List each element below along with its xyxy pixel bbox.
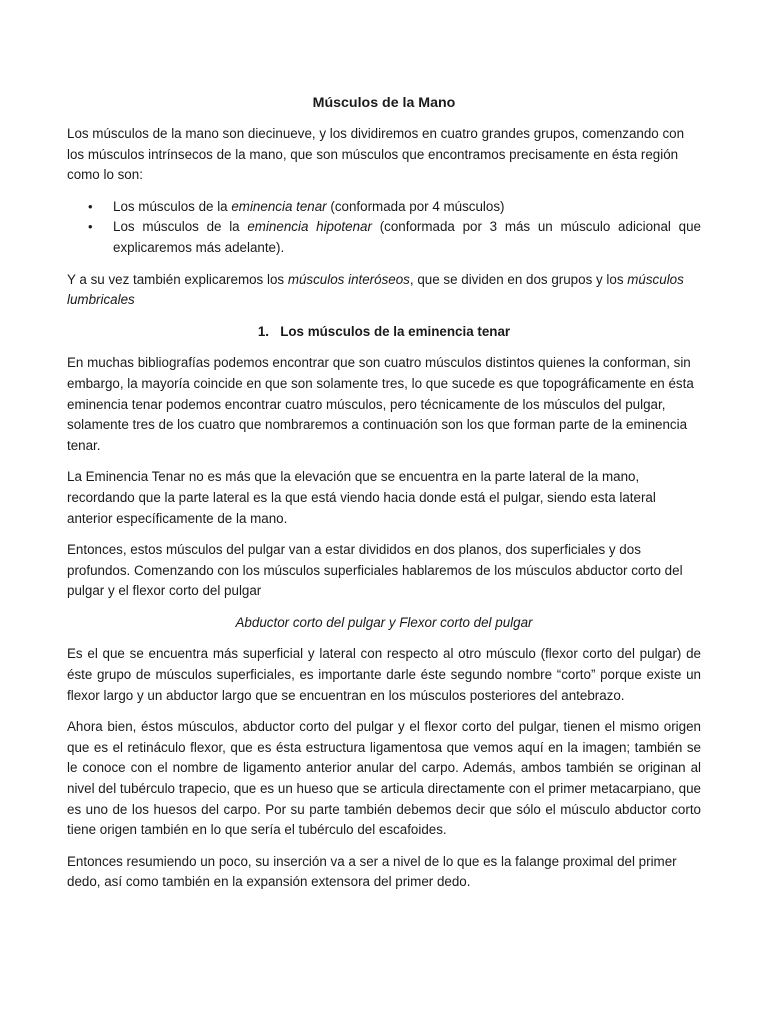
list-item-text: (conformada por 4 músculos) [326,198,505,214]
groups-paragraph [67,270,701,311]
list-item-text: (conformada por 3 más un músculo adicional que explicaremos más adelante). [113,219,701,255]
paragraph-emphasis: músculos lumbricales [67,271,684,308]
bullet-icon: • [88,198,93,214]
document-title: Músculos de la Mano [312,95,456,111]
subsection-heading: Abductor corto del pulgar y Flexor corto del pulgar [235,614,533,630]
origin-paragraph: Ahora bien, éstos músculos, abductor corto del pulgar y el flexor corto del pulgar, tienen el mismo origen que es el retináculo flexor, que es ésta estructura ligamentosa que vemos aquí en la imagen; también se le conoce con el nombre de ligamento anterior anular del carpo. Además, ambos también se originan al nivel del tubérculo trapecio, que es un hueso que se articula directamente con el primer metacarpiano, que es uno de los huesos del carpo. Por su parte también debemos decir que sólo el músculo abductor corto tiene origen también en lo que sería el tubérculo del escafoides. [67,719,701,838]
section-title: Los músculos de la eminencia tenar [280,323,511,339]
section-number: 1. [257,323,270,339]
list-item [67,197,701,218]
paragraph-emphasis: músculos interóseos [287,271,410,287]
bibliography-paragraph: En muchas bibliografías podemos encontrar que son cuatro músculos distintos quienes la conforman, sin embargo, la mayoría coincide en que son solamente tres, lo que sucede es que topográficamente en ésta eminencia tenar podemos encontrar cuatro músculos, pero técnicamente de los músculos del pulgar, solamente tres de los cuatro que nombraremos a continuación son los que forman parte de la eminencia tenar. [67,355,694,453]
bullet-icon: • [88,219,93,235]
list-item [67,217,701,258]
list-item-emphasis: eminencia hipotenar [247,219,372,235]
paragraph-text: Y a su vez también explicaremos los [67,271,288,287]
list-item-text: Los músculos de la [113,198,232,214]
planes-paragraph: Entonces, estos músculos del pulgar van a estar divididos en dos planos, dos superficiales y dos profundos. Comenzando con los músculos superficiales hablaremos de los músculos abductor corto del pulgar y el flexor corto del pulgar [67,542,683,599]
paragraph-text: , que se dividen en dos grupos y los [409,271,628,287]
list-item-emphasis: eminencia tenar [231,198,327,214]
intro-paragraph: Los músculos de la mano son diecinueve, y los dividiremos en cuatro grandes grupos, comenzando con los músculos intrínsecos de la mano, que son músculos que encontramos precisamente en ésta región como lo son: [67,126,685,183]
insertion-paragraph: Entonces resumiendo un poco, su inserción va a ser a nivel de lo que es la falange proximal del primer dedo, así como también en la expansión extensora del primer dedo. [67,853,677,890]
eminence-paragraph: La Eminencia Tenar no es más que la elevación que se encuentra en la parte lateral de la mano, recordando que la parte lateral es la que está viendo hacia donde está el pulgar, siendo esta lateral anterior específicamente de la mano. [67,469,656,526]
superficial-paragraph: Es el que se encuentra más superficial y lateral con respecto al otro músculo (flexor corto del pulgar) de éste grupo de músculos superficiales, es importante darle éste segundo nombre “corto” porque existe un flexor largo y un abductor largo que se encuentran en los músculos posteriores del antebrazo. [67,646,701,703]
muscle-group-list [67,197,701,259]
list-item-text: Los músculos de la [113,219,248,235]
document-page [67,92,701,904]
section-heading [67,322,701,343]
